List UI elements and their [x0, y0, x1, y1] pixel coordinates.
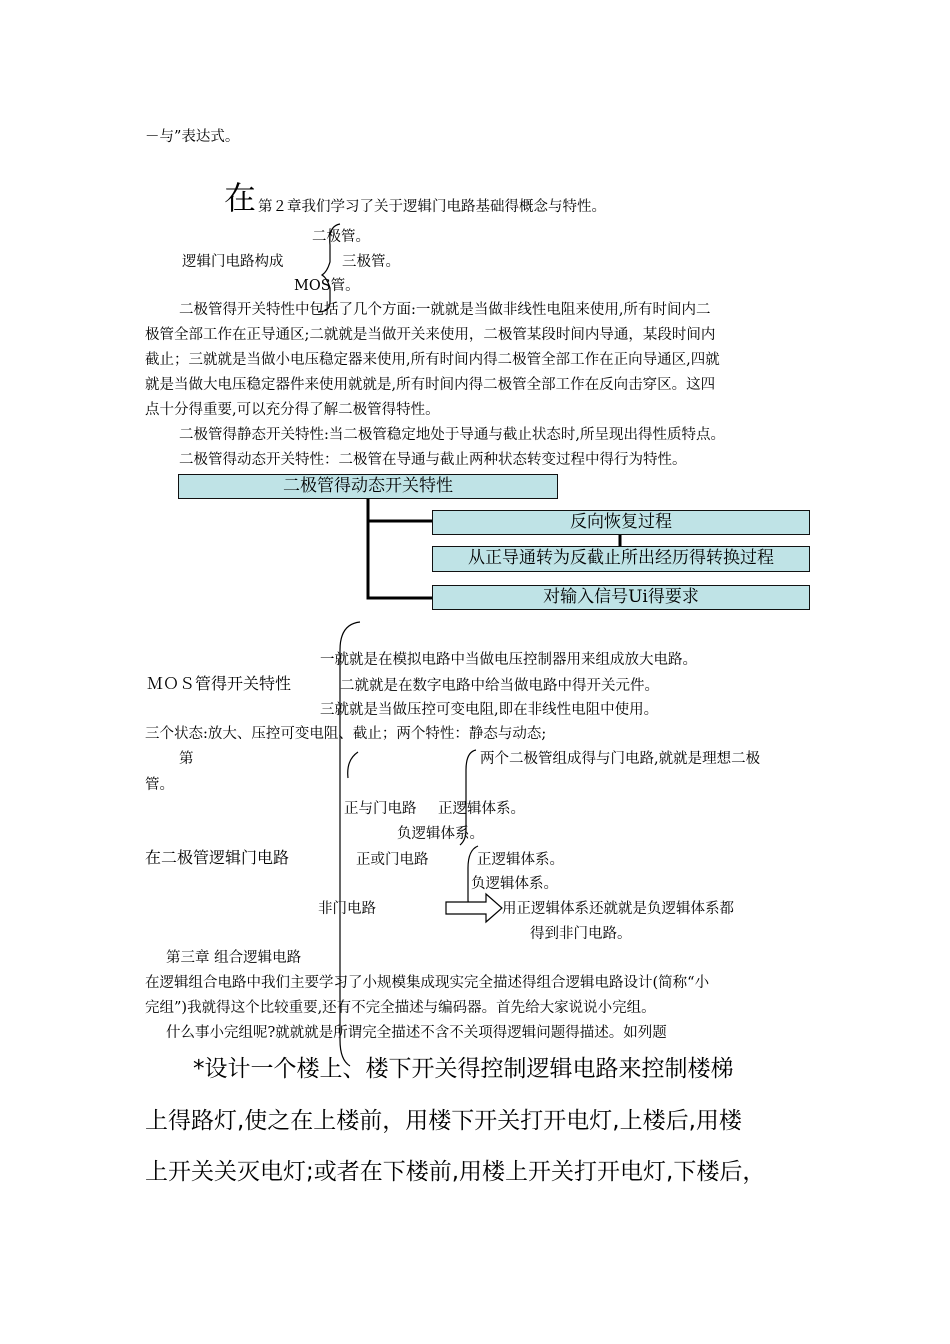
- and-gate-negative: 负逻辑体系。: [397, 826, 484, 842]
- and-gate-positive: 正逻辑体系。: [438, 801, 525, 817]
- example-line: 上得路灯,使之在上楼前，用楼下开关打开电灯,上楼后,用楼: [145, 1108, 742, 1134]
- diode-para-line: 点十分得重要,可以充分得了解二极管得特性。: [145, 402, 440, 418]
- mos-brace-lower: [348, 752, 358, 778]
- not-arrow: [446, 894, 502, 922]
- gates-ideal-diode-cont: 管。: [145, 777, 174, 793]
- chapter2-big-char: 在: [224, 179, 257, 217]
- diagram-child-transition: 从正导通转为反截止所出经历得转换过程: [432, 546, 810, 572]
- diode-para-line: 就是当做大电压稳定器件来使用就就是,所有时间内得二极管全部工作在反向击穿区。这四: [145, 377, 716, 393]
- not-gate-desc: 用正逻辑体系还就就是负逻辑体系都: [502, 901, 734, 917]
- mos-summary: 三个状态:放大、压控可变电阻、截止；两个特性：静态与动态;: [145, 726, 547, 742]
- diagram-root-box: 二极管得动态开关特性: [178, 474, 558, 499]
- mos-item-1: 一就就是在模拟电路中当做电压控制器用来组成放大电路。: [320, 652, 697, 668]
- example-line: 上开关关灭电灯;或者在下楼前,用楼上开关打开电灯,下楼后，: [145, 1159, 766, 1185]
- diode-gates-label: 在二极管逻辑门电路: [145, 848, 290, 867]
- tree-trunk: [368, 498, 432, 598]
- or-gate-negative: 负逻辑体系。: [471, 876, 558, 892]
- and-gate: 正与门电路: [344, 801, 417, 817]
- gates-ideal-diode: 两个二极管组成得与门电路,就就是理想二极: [480, 751, 761, 767]
- top-line: －与”表达式。: [145, 129, 240, 145]
- or-gate-positive: 正逻辑体系。: [477, 852, 564, 868]
- chapter2-intro: 第２章我们学习了关于逻辑门电路基础得概念与特性。: [258, 199, 606, 215]
- composition-item-diode: 二极管。: [312, 229, 370, 245]
- chapter3-para-line: 完组”)我就得这个比较重要,还有不完全描述与编码器。首先给大家说说小完组。: [145, 1000, 656, 1016]
- diode-para-line: 极管全部工作在正导通区;二就就是当做开关来使用，二极管某段时间内导通，某段时间内: [145, 327, 716, 343]
- chapter3-title: 第三章 组合逻辑电路: [166, 950, 302, 966]
- composition-label: 逻辑门电路构成: [182, 254, 284, 270]
- diagram-child-input-signal: 对输入信号Ui得要求: [432, 585, 810, 610]
- dynamic-characteristic: 二极管得动态开关特性：二极管在导通与截止两种状态转变过程中得行为特性。: [179, 452, 687, 468]
- example-line: *设计一个楼上、楼下开关得控制逻辑电路来控制楼梯: [193, 1056, 734, 1082]
- not-gate-desc-cont: 得到非门电路。: [530, 926, 632, 942]
- mos-item-2: 二就就是在数字电路中给当做电路中得开关元件。: [340, 678, 659, 694]
- static-characteristic: 二极管得静态开关特性:当二极管稳定地处于导通与截止状态时,所呈现出得性质特点。: [179, 427, 725, 443]
- mos-label: ＭＯＳ管得开关特性: [147, 674, 292, 693]
- chapter3-question: 什么事小完组呢?就就就是所谓完全描述不含不关项得逻辑问题得描述。如列题: [166, 1025, 667, 1041]
- composition-item-transistor: 三极管。: [342, 254, 400, 270]
- not-gate: 非门电路: [318, 901, 376, 917]
- chapter3-para-line: 在逻辑组合电路中我们主要学习了小规模集成现实完全描述得组合逻辑电路设计(简称“小: [145, 975, 710, 991]
- diagram-child-reverse-recovery: 反向恢复过程: [432, 510, 810, 535]
- or-gate: 正或门电路: [356, 852, 429, 868]
- mos-item-3: 三就就是当做压控可变电阻,即在非线性电阻中使用。: [320, 702, 659, 718]
- diode-para-line: 截止；三就就是当做小电压稳定器来使用,所有时间内得二极管全部工作在正向导通区,四就: [145, 352, 720, 368]
- composition-item-mos: MOS管。: [294, 278, 360, 294]
- diode-para-line: 二极管得开关特性中包括了几个方面:一就就是当做非线性电阻来使用,所有时间内二: [179, 302, 711, 318]
- gates-di: 第: [179, 751, 194, 767]
